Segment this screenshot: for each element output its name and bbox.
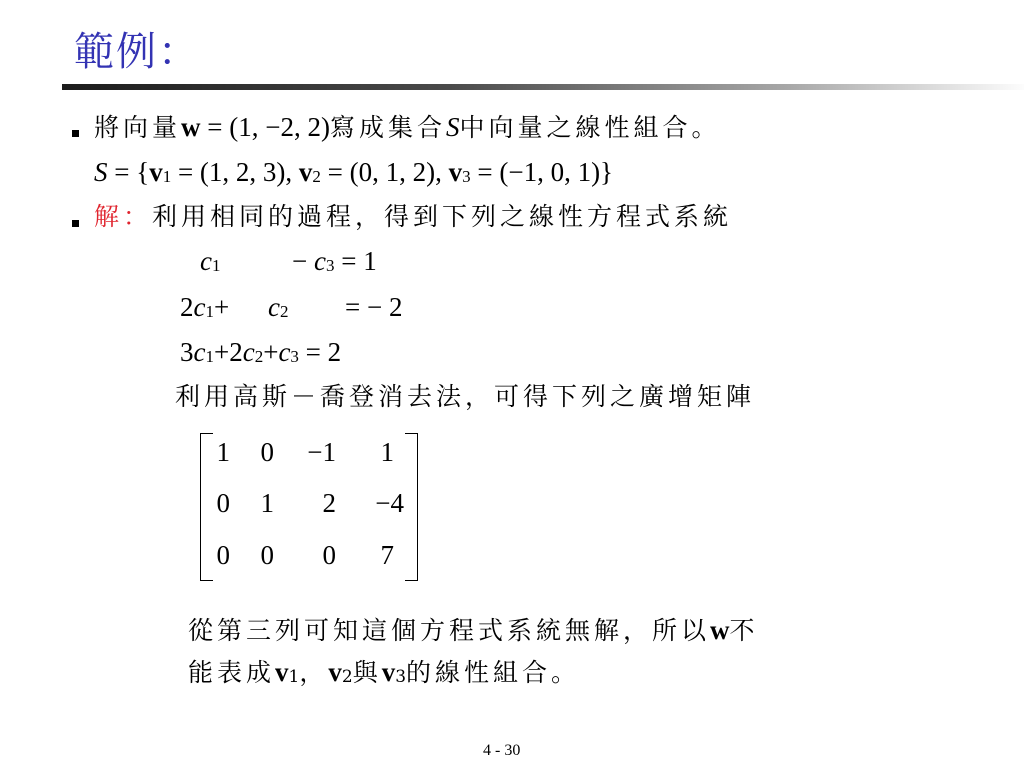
page-title: 範例：	[74, 29, 200, 75]
eq2-c1-sub: 1	[205, 302, 214, 321]
problem-text-b: 寫成集合	[329, 113, 446, 142]
equation-2-c2	[268, 292, 288, 323]
conclusion-v2: v	[328, 657, 342, 687]
set-s: S	[445, 112, 460, 142]
problem-text-a: 將向量	[94, 113, 182, 142]
solution-text: 利用相同的過程，得到下列之線性方程式系統	[152, 202, 733, 231]
matrix-cell: 0	[216, 540, 230, 570]
augmented-matrix	[200, 433, 418, 579]
eq2-rhs: = − 2	[345, 292, 403, 322]
eq3-c2: c	[242, 337, 255, 367]
equation-2	[180, 292, 229, 323]
conclusion-line-2	[188, 657, 580, 691]
eq3-plus-2: +	[263, 337, 279, 367]
problem-text-c: 中向量之線性組合。	[459, 113, 721, 142]
conclusion-line-1	[188, 615, 759, 646]
conclusion-text-2: 能表成	[188, 658, 276, 687]
title-divider	[62, 84, 1024, 90]
eq1-c3-sub: 3	[325, 256, 335, 275]
eq3-coef1: 3	[180, 337, 194, 367]
equation-1-rest	[292, 246, 377, 277]
equation-1	[200, 246, 220, 277]
bullet-marker	[72, 220, 79, 227]
vector-v3-sub: 3	[462, 167, 471, 186]
vector-v1-value: = (1, 2, 3),	[171, 157, 299, 187]
matrix-cell: −1	[307, 437, 336, 467]
matrix-cell: 0	[260, 437, 274, 467]
matrix-cell: 7	[380, 540, 394, 570]
conclusion-v1-sub: 1	[288, 667, 300, 687]
matrix-cell: 1	[260, 488, 274, 518]
set-open: = {	[107, 157, 150, 187]
conclusion-sep: ，	[299, 658, 329, 687]
vector-v2-sub: 2	[312, 167, 321, 186]
set-s-symbol: S	[94, 157, 108, 187]
eq3-c1: c	[193, 337, 206, 367]
matrix-cell: 1	[380, 437, 394, 467]
eq2-c1: c	[193, 292, 206, 322]
vector-v3: v	[448, 157, 463, 187]
eq2-c2: c	[268, 292, 280, 322]
matrix-cell: 0	[216, 488, 230, 518]
eq1-c1: c	[200, 246, 212, 276]
matrix-cell: 1	[216, 437, 230, 467]
bullet-marker	[72, 130, 79, 137]
conclusion-text-2-end: 的線性組合。	[406, 658, 581, 687]
matrix-cell: −4	[375, 488, 404, 518]
eq3-c2-sub: 2	[254, 347, 264, 366]
eq3-coef2: 2	[229, 337, 243, 367]
problem-statement	[94, 112, 720, 143]
set-definition	[94, 157, 613, 191]
conclusion-text-1: 從第三列可知這個方程式系統無解，所以	[188, 616, 711, 645]
eq1-rhs: = 1	[341, 246, 377, 276]
eq2-plus: +	[213, 292, 230, 322]
eq2-coef: 2	[180, 292, 194, 322]
conclusion-v2-sub: 2	[341, 667, 353, 687]
conclusion-v3: v	[381, 657, 396, 687]
vector-w: w	[181, 112, 201, 142]
vector-v2: v	[298, 157, 313, 187]
eq3-rhs: = 2	[305, 337, 342, 367]
solution-label: 解：	[94, 202, 153, 231]
page-number: 4 - 30	[483, 742, 521, 759]
conclusion-and: 與	[352, 658, 382, 687]
gauss-jordan-text: 利用高斯－喬登消去法，可得下列之廣增矩陣	[175, 382, 756, 411]
eq1-c1-sub: 1	[211, 256, 221, 275]
matrix-cell: 0	[260, 540, 274, 570]
eq3-c1-sub: 1	[205, 347, 214, 366]
eq1-c3: c	[313, 246, 326, 276]
eq2-c2-sub: 2	[279, 302, 289, 321]
vector-w-value: = (1, −2, 2)	[200, 112, 330, 142]
vector-v3-value: = (−1, 0, 1)}	[470, 157, 614, 187]
eq3-c3-sub: 3	[290, 347, 299, 366]
equation-3	[180, 337, 341, 368]
conclusion-v3-sub: 3	[395, 667, 407, 687]
conclusion-vector-w: w	[710, 615, 730, 645]
matrix-right-bracket	[405, 433, 418, 581]
vector-v1-sub: 1	[162, 167, 172, 186]
eq3-c3: c	[278, 337, 291, 367]
solution-intro	[94, 202, 732, 232]
eq1-minus: −	[292, 246, 308, 276]
vector-v1: v	[149, 157, 163, 187]
eq3-plus-1: +	[213, 337, 230, 367]
conclusion-v1: v	[275, 657, 289, 687]
matrix-cell: 0	[322, 540, 336, 570]
equation-2-rhs	[345, 292, 402, 323]
vector-v2-value: = (0, 1, 2),	[320, 157, 449, 187]
matrix-cell: 2	[322, 488, 336, 518]
conclusion-text-1-end: 不	[729, 616, 759, 645]
